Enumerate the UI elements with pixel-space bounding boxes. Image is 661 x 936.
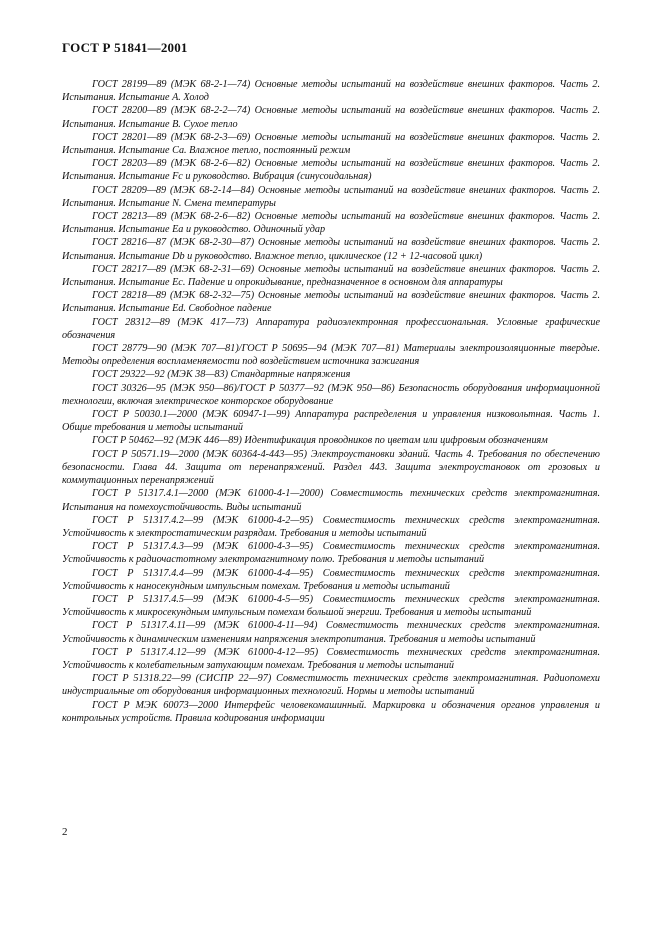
reference-item: ГОСТ 28218—89 (МЭК 68-2-32—75) Основные методы испытаний на воздействие внешних факторов. Часть 2. Испытания. Испытание Ed. Свободное падение bbox=[62, 290, 600, 315]
reference-item: ГОСТ Р 51317.4.5—99 (МЭК 61000-4-5—95) Совместимость технических средств электромагнитная. Устойчивость к микросекундным импульсным помехам большой энергии. Требования и методы испытаний bbox=[62, 593, 600, 619]
reference-item: ГОСТ Р 51317.4.3—99 (МЭК 61000-4-3—95) Совместимость технических средств электромагнитная. Устойчивость к радиочастотному электромагнитному полю. Требования и методы испытаний bbox=[62, 541, 600, 566]
reference-item: ГОСТ Р 51317.4.4—99 (МЭК 61000-4-4—95) Совместимость технических средств электромагнитная. Устойчивость к наносекундным импульсным помехам. Требования и методы испытаний bbox=[62, 567, 600, 592]
reference-item: ГОСТ Р 50571.19—2000 (МЭК 60364-4-443—95) Электроустановки зданий. Часть 4. Требования по обеспечению безопасности. Глава 44. Защита от перенапряжений. Раздел 443. Защита электроустановок от грозовых и коммутационных перенапряжений bbox=[62, 448, 600, 487]
reference-item: ГОСТ 28200—89 (МЭК 68-2-2—74) Основные методы испытаний на воздействие внешних факторов. Часть 2. Испытания. Испытание В. Сухое тепло bbox=[62, 105, 600, 130]
reference-item: ГОСТ 28216—87 (МЭК 68-2-30—87) Основные методы испытаний на воздействие внешних факторов. Часть 2. Испытания. Испытание Db и руководство. Влажное тепло, циклическое (12 + 12-часовой цикл) bbox=[62, 237, 600, 262]
reference-item: ГОСТ 28203—89 (МЭК 68-2-6—82) Основные методы испытаний на воздействие внешних факторов. Часть 2. Испытания. Испытание Fc и руководство. Вибрация (синусоидальная) bbox=[62, 158, 600, 183]
reference-item: ГОСТ Р 51317.4.12—99 (МЭК 61000-4-12—95) Совместимость технических средств электромагнитная. Устойчивость к колебательным затухающим помехам. Требования и методы испытаний bbox=[62, 646, 600, 671]
reference-item: ГОСТ 28779—90 (МЭК 707—81)/ГОСТ Р 50695—94 (МЭК 707—81) Материалы электроизоляционные твердые. Методы определения воспламеняемости под воздействием источника зажигания bbox=[62, 343, 600, 368]
reference-item: ГОСТ 28217—89 (МЭК 68-2-31—69) Основные методы испытаний на воздействие внешних факторов. Часть 2. Испытания. Испытание Ес. Падение и опрокидывание, предназначенное в основном для аппаратуры bbox=[62, 263, 600, 289]
normative-references-list bbox=[62, 78, 600, 725]
reference-item: ГОСТ 29322—92 (МЭК 38—83) Стандартные напряжения bbox=[92, 369, 351, 381]
reference-item: ГОСТ Р МЭК 60073—2000 Интерфейс человекомашинный. Маркировка и обозначения органов управления и контрольных устройств. Правила кодирования информации bbox=[62, 699, 600, 724]
page-number: 2 bbox=[62, 826, 68, 838]
reference-item: ГОСТ Р 51317.4.1—2000 (МЭК 61000-4-1—2000) Совместимость технических средств электромагнитная. Испытания на помехоустойчивость. Виды испытаний bbox=[62, 488, 600, 513]
reference-item: ГОСТ 28213—89 (МЭК 68-2-6—82) Основные методы испытаний на воздействие внешних факторов. Часть 2. Испытания. Испытание Еа и руководство. Одиночный удар bbox=[62, 211, 600, 236]
reference-item: ГОСТ Р 50462—92 (МЭК 446—89) Идентификация проводников по цветам или цифровым обозначениям bbox=[92, 435, 548, 447]
reference-item: ГОСТ 28209—89 (МЭК 68-2-14—84) Основные методы испытаний на воздействие внешних факторов. Часть 2. Испытания. Испытание N. Смена температуры bbox=[62, 184, 600, 209]
reference-item: ГОСТ 30326—95 (МЭК 950—86)/ГОСТ Р 50377—92 (МЭК 950—86) Безопасность оборудования информационной технологии, включая электрическое конторское оборудование bbox=[62, 382, 600, 407]
reference-item: ГОСТ Р 51317.4.11—99 (МЭК 61000-4-11—94) Совместимость технических средств электромагнитная. Устойчивость к динамическим изменениям напряжения электропитания. Требования и методы испытаний bbox=[62, 620, 600, 645]
document-header: ГОСТ Р 51841—2001 bbox=[62, 40, 188, 55]
reference-item: ГОСТ 28201—89 (МЭК 68-2-3—69) Основные методы испытаний на воздействие внешних факторов. Часть 2. Испытания. Испытание Са. Влажное тепло, постоянный режим bbox=[62, 131, 600, 157]
reference-item: ГОСТ 28312—89 (МЭК 417—73) Аппаратура радиоэлектронная профессиональная. Условные графические обозначения bbox=[62, 316, 600, 341]
reference-item: ГОСТ Р 51318.22—99 (СИСПР 22—97) Совместимость технических средств электромагнитная. Радиопомехи индустриальные от оборудования информационных технологий. Нормы и методы испытаний bbox=[62, 673, 600, 698]
reference-item: ГОСТ Р 51317.4.2—99 (МЭК 61000-4-2—95) Совместимость технических средств электромагнитная. Устойчивость к электростатическим разрядам. Требования и методы испытаний bbox=[62, 514, 600, 539]
reference-item: ГОСТ Р 50030.1—2000 (МЭК 60947-1—99) Аппаратура распределения и управления низковольтная. Часть 1. Общие требования и методы испытаний bbox=[62, 409, 600, 434]
reference-item: ГОСТ 28199—89 (МЭК 68-2-1—74) Основные методы испытаний на воздействие внешних факторов. Часть 2. Испытания. Испытание А. Холод bbox=[62, 79, 600, 104]
